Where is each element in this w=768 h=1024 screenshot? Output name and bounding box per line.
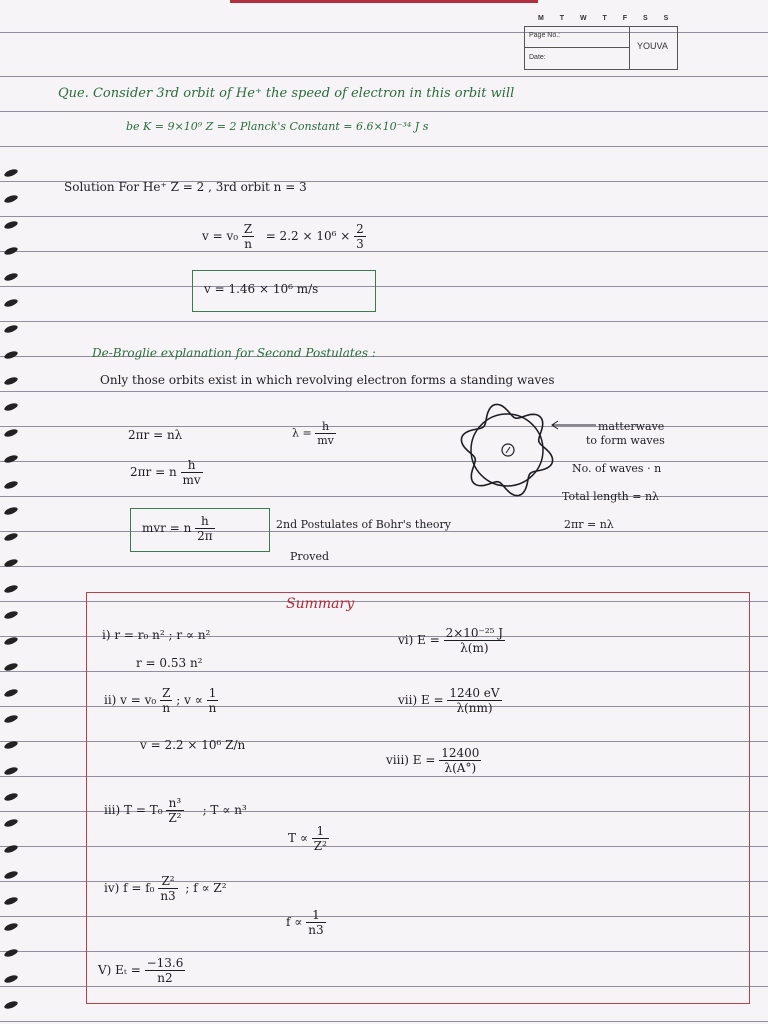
summary-vii-energy-ev xyxy=(398,686,502,715)
binding-ring xyxy=(3,220,18,230)
question-line-2: be K = 9×10⁹ Z = 2 Planck's Constant = 6.6×10⁻³⁴ J s xyxy=(126,120,429,133)
binding-ring xyxy=(3,922,18,932)
summary-iv-proportion xyxy=(286,908,326,937)
summary-iv-frequency xyxy=(104,874,227,903)
angular-momentum-equation xyxy=(142,514,215,543)
boxed-frac xyxy=(195,514,215,543)
iii-b-frac xyxy=(312,824,329,853)
summary-i-radius-value: r = 0.53 n² xyxy=(136,656,203,670)
binding-ring xyxy=(3,740,18,750)
vii-den: λ(nm) xyxy=(456,701,493,715)
binding-ring xyxy=(3,974,18,984)
date-cell xyxy=(525,48,630,69)
vii-num: 1240 eV xyxy=(449,686,500,700)
boxed-lhs: mvr = n xyxy=(142,521,192,535)
eq-mid: = 2.2 × 10⁶ × xyxy=(265,229,351,243)
iv-b-den: n3 xyxy=(308,923,324,937)
summary-iii-period xyxy=(104,796,247,825)
eq2-num: 2 xyxy=(356,222,364,236)
binding-ring xyxy=(3,948,18,958)
binding-ring xyxy=(3,662,18,672)
eq2-frac-den: mv xyxy=(182,473,201,487)
eq-fraction-2 xyxy=(354,222,366,251)
label-total-length: Total length = nλ xyxy=(562,490,660,503)
vii-frac xyxy=(447,686,501,715)
debroglie-heading: De-Broglie explanation for Second Postulates : xyxy=(92,346,376,360)
standing-wave-equation: 2πr = nλ xyxy=(128,428,183,442)
binding-ring xyxy=(3,376,18,386)
summary-ii-velocity xyxy=(104,686,218,715)
label-circumference-eq: 2πr = nλ xyxy=(564,518,614,531)
eq-lhs: v = v₀ xyxy=(202,229,239,243)
v-lhs: V) Eₜ = xyxy=(98,963,145,977)
iv-frac xyxy=(158,874,177,903)
ii-frac xyxy=(160,686,172,715)
iv-b-lhs: f ∝ xyxy=(286,915,303,929)
iii-den: Z² xyxy=(168,811,182,825)
iv-b-num: 1 xyxy=(306,908,325,923)
ii-den: n xyxy=(162,701,171,715)
vi-lhs: vi) E = xyxy=(398,633,440,647)
iii-num: n³ xyxy=(166,796,183,811)
binding-ring xyxy=(3,506,18,516)
ii-prop: ; v ∝ xyxy=(176,693,203,707)
iii-lhs: iii) T = T₀ xyxy=(104,803,163,817)
ii-num: Z xyxy=(162,686,171,700)
lambda-lhs: λ = xyxy=(292,426,312,440)
page-header-box xyxy=(524,26,678,70)
binding-ring xyxy=(3,454,18,464)
eq-fraction xyxy=(242,222,254,251)
binding-ring xyxy=(3,714,18,724)
label-form-waves: to form waves xyxy=(586,434,665,447)
binding-ring xyxy=(3,324,18,334)
binding-ring xyxy=(3,636,18,646)
diagram-arrow xyxy=(548,418,598,432)
binding-ring xyxy=(3,766,18,776)
velocity-result: v = 1.46 × 10⁶ m/s xyxy=(204,282,319,296)
label-number-of-waves: No. of waves · n xyxy=(572,462,662,475)
v-frac xyxy=(145,956,186,985)
debroglie-statement: Only those orbits exist in which revolving electron forms a standing waves xyxy=(100,373,555,387)
v-den: n2 xyxy=(157,971,173,985)
question-line-1: Que. Consider 3rd orbit of He⁺ the speed of electron in this orbit will xyxy=(58,86,515,101)
boxed-den: 2π xyxy=(197,529,213,543)
substituted-equation xyxy=(130,458,203,487)
label-matterwave: matterwave xyxy=(598,420,665,433)
lambda-frac xyxy=(315,420,336,447)
v-num: −13.6 xyxy=(146,956,184,970)
binding-ring xyxy=(3,350,18,360)
vi-num: 2×10⁻²⁵ J xyxy=(445,626,504,640)
vii-lhs: vii) E = xyxy=(398,693,444,707)
eq2-frac xyxy=(181,458,203,487)
velocity-equation xyxy=(202,222,366,251)
eq-den: n xyxy=(244,237,252,251)
iv-b-frac xyxy=(306,908,325,937)
binding-ring xyxy=(3,402,18,412)
standing-wave-diagram xyxy=(452,400,562,500)
eq2-lhs: 2πr = n xyxy=(130,465,177,479)
summary-ii-velocity-value: v = 2.2 × 10⁶ Z/n xyxy=(140,738,246,752)
weekday-row: M T W T F S S xyxy=(538,15,676,22)
binding-ring xyxy=(3,246,18,256)
eq2-den: 3 xyxy=(356,237,364,251)
postulate-text: 2nd Postulates of Bohr's theory xyxy=(276,518,452,531)
iv-lhs: iv) f = f₀ xyxy=(104,881,155,895)
summary-title: Summary xyxy=(286,596,355,612)
binding-ring xyxy=(3,558,18,568)
binding-ring xyxy=(3,610,18,620)
binding-ring xyxy=(3,298,18,308)
viii-den: λ(A°) xyxy=(444,761,477,775)
page-no-label: Page No.: xyxy=(529,32,561,39)
vi-frac xyxy=(444,626,506,655)
binding-ring xyxy=(3,584,18,594)
ii-prop-frac xyxy=(207,686,219,715)
iii-b-den: Z² xyxy=(313,839,327,853)
vi-den: λ(m) xyxy=(460,641,489,655)
lambda-den: mv xyxy=(317,434,334,447)
binding-ring xyxy=(3,480,18,490)
ii-pnum: 1 xyxy=(207,686,219,701)
binding-ring xyxy=(3,896,18,906)
binding-ring xyxy=(3,168,18,178)
debroglie-wavelength xyxy=(292,420,336,447)
iv-prop: ; f ∝ Z² xyxy=(185,881,227,895)
page-no-cell xyxy=(525,27,630,48)
binding-ring xyxy=(3,1000,18,1010)
binding-ring xyxy=(3,792,18,802)
binding-ring xyxy=(3,428,18,438)
proved-text: Proved xyxy=(290,550,330,563)
summary-iii-proportion xyxy=(288,824,329,853)
binding-ring xyxy=(3,272,18,282)
iv-num: Z² xyxy=(158,874,177,889)
iii-prop: ; T ∝ n³ xyxy=(202,803,247,817)
summary-vi-energy-joule xyxy=(398,626,505,655)
solution-line: Solution For He⁺ Z = 2 , 3rd orbit n = 3 xyxy=(64,180,307,194)
spiral-binding xyxy=(0,0,22,1024)
summary-i-radius: i) r = r₀ n² ; r ∝ n² xyxy=(102,628,211,642)
viii-lhs: viii) E = xyxy=(386,753,436,767)
ii-pden: n xyxy=(208,701,217,715)
date-label: Date: xyxy=(529,54,546,61)
binding-ring xyxy=(3,194,18,204)
binding-ring xyxy=(3,870,18,880)
binding-ring xyxy=(3,844,18,854)
viii-frac xyxy=(439,746,481,775)
iv-den: n3 xyxy=(160,889,176,903)
ii-lhs: ii) v = v₀ xyxy=(104,693,157,707)
binding-ring xyxy=(3,688,18,698)
summary-viii-energy-angstrom xyxy=(386,746,481,775)
lambda-num: h xyxy=(315,420,336,434)
iii-b-lhs: T ∝ xyxy=(288,831,308,845)
boxed-num: h xyxy=(195,514,215,529)
summary-v-energy xyxy=(98,956,185,985)
binding-ring xyxy=(3,818,18,828)
eq-num: Z xyxy=(243,222,253,236)
iii-b-num: 1 xyxy=(312,824,329,839)
iii-frac xyxy=(166,796,183,825)
brand-logo: YOUVA xyxy=(637,41,668,51)
top-edge-stripe xyxy=(230,0,537,3)
viii-num: 12400 xyxy=(441,746,480,760)
eq2-frac-num: h xyxy=(181,458,203,473)
binding-ring xyxy=(3,532,18,542)
